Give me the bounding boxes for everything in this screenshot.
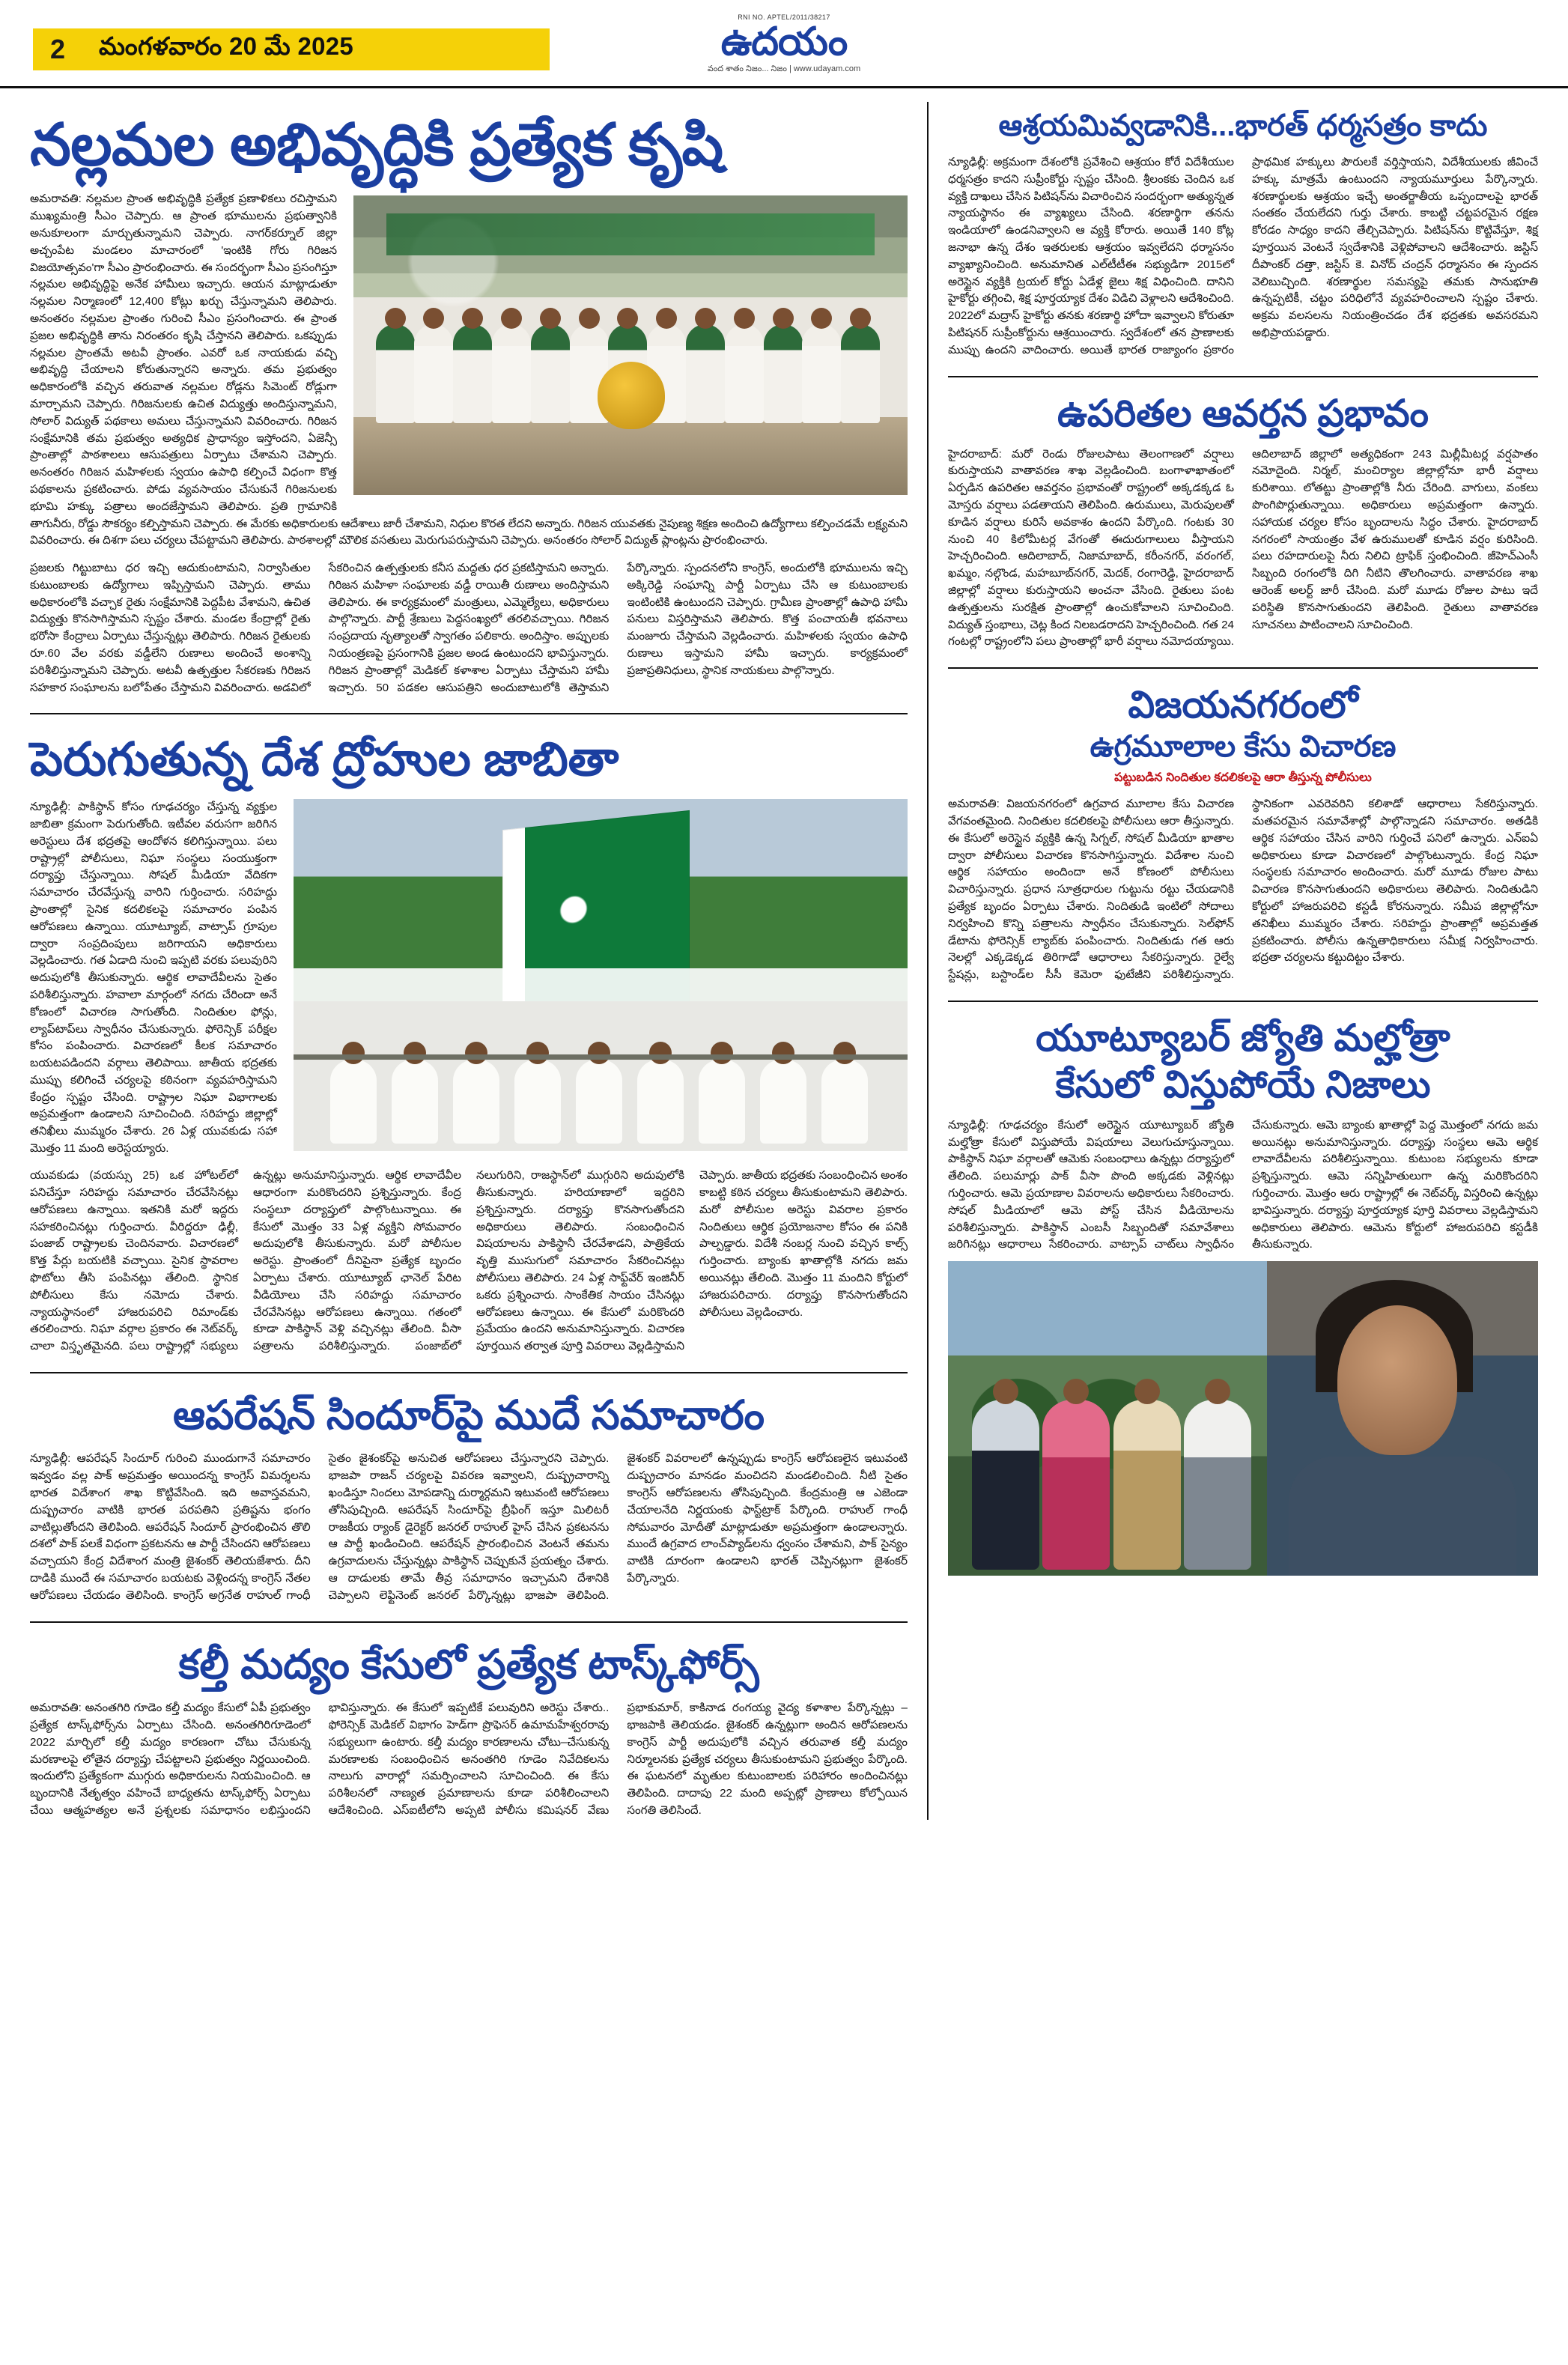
- divider-r1: [948, 376, 1538, 377]
- right-a4-body: న్యూఢిల్లీ: గూఢచర్యం కేసులో అరెస్టైన యూట్యూబర్ జ్యోతి మల్హోత్రా కేసులో విస్తుపోయే విషయాలు వెలుగుచూస్తున్నాయి. పాకిస్థాన్ నిఘా వర్గాలతో ఆమెకు సంబంధాలు ఉన్నట్లు దర్యాప్తులో తేలింది. పలుమార్లు పాక్ వీసా పొంది అక్కడకు వెళ్లినట్లు గుర్తించారు. ఆమె ప్రయాణాల వివరాలను అధికారులు సేకరించారు. సోషల్ మీడియాలో ఆమె పోస్ట్ చేసిన వీడియోలను పరిశీలిస్తున్నారు. పాకిస్థాన్ ఎంబసీ సిబ్బందితో సమావేశాలు జరిగినట్లు ఆధారాలు సేకరించారు. వాట్సాప్ చాట్‌లు స్వాధీనం చేసుకున్నారు. ఆమె బ్యాంకు ఖాతాల్లో పెద్ద మొత్తంలో నగదు జమ అయినట్లు అనుమానిస్తున్నారు. దర్యాప్తు సంస్థలు ఆమె ఆర్థిక లావాదేవీలను పరిశీలిస్తున్నాయి. కుటుంబ సభ్యులను కూడా ప్రశ్నిస్తున్నారు. ఆమె సన్నిహితులుగా ఉన్న మరికొందరిని గుర్తించారు. మొత్తం ఆరు రాష్ట్రాల్లో ఈ నెట్‌వర్క్ విస్తరించి ఉన్నట్లు భావిస్తున్నారు. దర్యాప్తు పూర్తయ్యాక పూర్తి వివరాలు వెల్లడిస్తామని అధికారులు తెలిపారు. ఆమెను కోర్టులో హాజరుపరిచి కస్టడీకి తీసుకున్నారు.: [948, 1118, 1538, 1251]
- second-body-3: మరో పోలీసుల అరెస్టు. ప్రాంతంలో దీనిపైనా ప్రత్యేక బృందం ఏర్పాటు చేశారు. యూట్యూబ్ ఛానెల్ పేరిట వీడియోలు చేసి సరిహద్దు సమాచారం చేరవేసినట్లు ఆరోపణలు ఉన్నాయి. గతంలో కూడా పాకిస్థాన్ వెళ్లి వచ్చినట్లు తేలింది. వీసా పత్రాలను పరిశీలిస్తున్నారు. పంజాబ్‌లో నలుగురిని, రాజస్థాన్‌లో ముగ్గురిని అదుపులోకి తీసుకున్నారు. హరియాణాలో ఇద్దరిని ప్రశ్నిస్తున్నారు. దర్యాప్తు కొనసాగుతోందని అధికారులు తెలిపారు.: [253, 1169, 684, 1353]
- divider-3: [30, 1621, 908, 1623]
- date-bar: [33, 28, 550, 70]
- divider-r2: [948, 667, 1538, 669]
- lead-body-3: అందిస్తాం. అప్పులకు నియంత్రణపై ప్రసంగానికి ప్రజల అండ ఉంటుందని భావిస్తున్నారు. గిరిజన ప్రాంతాల్లో మెడికల్ కళాశాల ఏర్పాటు చేస్తామని హామీ ఇచ్చారు. 50 పడకల ఆసుపత్రిని అందుబాటులోకి తెస్తామని పేర్కొన్నారు. స్పందనలోని కాంగ్రెస్, అందులోకి భూములను ఇచ్చి అక్కిరెడ్డి సంఘాన్ని పార్టీ ఏర్పాటు చేసి ఆ కుటుంబాలకు ఇంటింటికి ఉంటుందని చెప్పారు. గ్రామీణ ప్రాంతాల్లో ఉపాధి హామీ పనులు విస్తరిస్తామని తెలిపారు. కొత్త పంచాయతీ భవనాలు మంజూరు చేస్తామని వెల్లడించారు. మహిళలకు స్వయం ఉపాధి రుణాలు ఇస్తామని హామీ ఇచ్చారు. కార్యక్రమంలో ప్రజాప్రతినిధులు, స్థానిక నాయకులు పాల్గొన్నారు.: [328, 562, 908, 694]
- photo-pot: [598, 362, 665, 429]
- right-column: [929, 102, 1538, 1820]
- third-body-3: అగ్రనేత రాహుల్ గాంధీ సైతం జైశంకర్‌పై అనుచిత ఆరోపణలు చేస్తున్నారని చెప్పారు. భాజపా రాజన్ చర్యలపై వివరణ ఇవ్వాలని, దుష్ప్రచారాన్ని ఖండిస్తూ నిందలు మోపడాన్ని దుర్మార్గమని ఇటువంటి ఆరోపణలు తోసిపుచ్చింది. ఆపరేషన్ సిందూర్‌పై బ్రీఫింగ్ ఇస్తూ మిలిటరీ రాజకీయ ర్యాంక్ డైరెక్టర్ జనరల్ రాహుల్ హైస్ చేసిన ప్రకటనను ఆ పార్టీ ఖండించింది. ఆపరేషన్ ప్రారంభించిన వెంటనే తమను ఉగ్రవాదులను చేస్తున్నట్లు పాకిస్థాన్ చెప్పుకునే ప్రయత్నం చేశారు. ఆ దాడులకు తామే తీవ్ర సమాధానం ఇచ్చామని దేశానికి చెప్పాలని లెఫ్టినెంట్ జనరల్: [208, 1452, 610, 1602]
- lead-body-continued: [30, 560, 908, 696]
- right-a1-body: న్యూఢిల్లీ: అక్రమంగా దేశంలోకి ప్రవేశించి ఆశ్రయం కోరే విదేశీయుల ధర్మసత్రం కాదని సుప్రీంకోర్టు స్పష్టం చేసింది. శ్రీలంకకు చెందిన ఒక వ్యక్తి దాఖలు చేసిన పిటిషన్‌ను విచారించిన సందర్భంగా అత్యున్నత న్యాయస్థానం ఈ వ్యాఖ్యలు చేసింది. శరణార్థిగా తనను ఇండియాలో ఉండనివ్వాలని ఆ వ్యక్తి కోరారు. అయితే 140 కోట్ల జనాభా ఉన్న దేశం ఇతరులకు ఆశ్రయం ఇవ్వలేదని ధర్మాసనం వ్యాఖ్యానించింది. అనుమానిత ఎల్‌టీటీఈ సభ్యుడిగా 2015లో అరెస్టైన వ్యక్తికి ట్రయల్ కోర్టు ఏడేళ్ల జైలు శిక్ష విధించింది. దానిని హైకోర్టు తగ్గించి, శిక్ష పూర్తయ్యాక దేశం విడిచి వెళ్లాలని ఆదేశించింది. 2022లో మద్రాస్ హైకోర్టు తనకు శరణార్థి హోదా ఇవ్వాలని కోరుతూ పిటిషనర్ సుప్రీంకోర్టును ఆశ్రయించారు. స్వదేశంలో తన ప్రాణాలకు ముప్పు ఉందని వాదించారు. అయితే భారత రాజ్యాంగం ప్రకారం ప్రాథమిక హక్కులు పౌరులకే వర్తిస్తాయని, విదేశీయులకు జీవించే హక్కు మాత్రమే ఉంటుందని న్యాయమూర్తులు పేర్కొన్నారు. శరణార్థులకు ఆశ్రయం ఇచ్చే అంతర్జాతీయ ఒప్పందాలపై భారత్ సంతకం చేయలేదని గుర్తు చేశారు. కాబట్టి చట్టపరమైన రక్షణ కోరడం సాధ్యం కాదని తేల్చిచెప్పారు. పిటిషన్‌ను కొట్టివేస్తూ, శిక్ష పూర్తయిన వెంటనే స్వదేశానికి వెళ్లిపోవాలని ఆదేశించారు. జస్టిస్ దీపాంకర్ దత్తా, జస్టిస్ కె. వినోద్ చంద్రన్ ధర్మాసనం ఈ స్పందన వెలిబుచ్చింది. శరణార్థుల సమస్యపై తమకు సానుభూతి ఉన్నప్పటికీ, చట్టం పరిధిలోనే వ్యవహరించాలని స్పష్టం చేశారు. అక్రమ వలసలను నియంత్రించడం దేశ భద్రతకు అవసరమని అభిప్రాయపడ్డారు.: [948, 156, 1538, 356]
- second-body-2: యువకుడు (వయస్సు 25) ఒక హోటల్‌లో పనిచేస్తూ సరిహద్దు సమాచారం చేరవేసినట్లు ఆరోపణలు ఉన్నాయి. ఇతనికి మరో ఇద్దరు సహకరించినట్లు గుర్తించారు. వీరిద్దరూ ఢిల్లీ, పంజాబ్ రాష్ట్రాలకు చెందినవారు. విచారణలో కొత్త పేర్లు బయటికి వచ్చాయి. సైనిక స్థావరాల ఫొటోలు తీసి పంపినట్లు తేలింది. స్థానిక పోలీసులు కేసు నమోదు చేశారు. న్యాయస్థానంలో హాజరుపరిచి రిమాండ్‌కు తరలించారు. నిఘా వర్గాల ప్రకారం ఈ నెట్‌వర్క్ చాలా విస్తృతమైనది. పలు రాష్ట్రాల్లో సభ్యులు ఉన్నట్లు అనుమానిస్తున్నారు. ఆర్థిక లావాదేవీల ఆధారంగా మరికొందరిని ప్రశ్నిస్తున్నారు. కేంద్ర సంస్థలూ దర్యాప్తులో పాల్గొంటున్నాయి. ఈ కేసులో మొత్తం 33 ఏళ్ల వ్యక్తిని సోమవారం అదుపులోకి తీసుకున్నారు.: [30, 1169, 461, 1353]
- right-a1-headline: ఆశ్రయమివ్వడానికి...భారత్ ధర్మసత్రం కాదు: [998, 109, 1488, 142]
- lead-body-intro: అమరావతి: నల్లమల ప్రాంత అభివృద్ధికి ప్రత్యేక ప్రణాళికలు రచిస్తామని ముఖ్యమంత్రి సీఎం చెప్పారు. ఆ ప్రాంత భూములను ప్రభుత్వానికి అనుకూలంగా మార్చుతున్నామని చెప్పారు. నాగర్‌కర్నూల్ జిల్లా అచ్చంపేట మండలం మాచారంలో 'ఇంటికి గోరు గిరిజన విజయోత్సవం'గా సీఎం ప్రారంభించారు. ఈ సందర్భంగా సీఎం ప్రసంగిస్తూ నల్లమల అభివృద్ధిపై అనేక హామీలు ఇచ్చారు. ఆయన మాట్లాడుతూ నల్లమల నిర్మాణంలో 12,400 కోట్లు ఖర్చు చేస్తున్నామని తెలిపారు. అనంతరం నల్లమల ప్రాంతం గురించి సీఎం ప్రసంగించారు. ఈ ప్రాంత ప్రజల అభివృద్ధికి తాను నిరంతరం కృషి చేస్తానని తెలిపారు. ఒకప్పుడు నల్లమల ప్రాంతమే అటవీ ప్రాంతం. ఎవరో ఒక నాయకుడు వచ్చి అభివృద్ధి చేయాలని కోరుతున్నారని అన్నారు. తమ ప్రభుత్వం అధికారంలోకి వచ్చిన తరువాత నల్లమల రోడ్లను సిమెంట్ రోడ్లుగా మార్చామని చెప్పారు. గిరిజనులకు ఉచిత విద్యుత్తు అందిస్తున్నామని, సోలార్ విద్యుత్ పథకాలు అమలు చేస్తున్నామని వివరించారు. గిరిజన సంక్షేమానికి తమ ప్రభుత్వం అత్యధిక ప్రాధాన్యం ఇస్తోందని, ఏజెన్సీ ప్రాంతాల్లో పాఠశాలలు ఆసుపత్రులు ఏర్పాటు చేశామని చెప్పారు. అనంతరం గిరిజన మహిళలకు స్వయం ఉపాధి కల్పించే విధంగా కొత్త పథకాలను ప్రకటించారు. పోడు వ్యవసాయం చేసుకునే గిరిజనులకు భూమి హక్కు పత్రాలు అందజేస్తామని తెలిపారు. ప్రతి గ్రామానికి తాగునీరు, రోడ్డు సౌకర్యం కల్పిస్తామని చెప్పారు. ఈ మేరకు అధికారులకు ఆదేశాలు జారీ చేశామని, నిధుల కొరత లేదని అన్నారు. గిరిజన యువతకు నైపుణ్య శిక్షణ అందించి ఉద్యోగాలు కల్పించడమే లక్ష్యమని వివరించారు. ఈ దిశగా పలు చర్యలు చేపట్టామని తెలిపారు. పాఠశాలల్లో మౌలిక వసతులు మెరుగుపరుస్తామని చెప్పారు. అనంతరం సోలార్ విద్యుత్ ప్లాంట్లను ప్రారంభించారు.: [30, 192, 908, 547]
- fourth-body-2: ఫోరెన్సిక్ మెడికల్ విభాగం హెడ్‌గా ప్రొఫెసర్ ఉమామహేశ్వరరావు సభ్యులుగా ఉంటారు. కల్తీ మద్యం కారణాలను చోటు–చేసుకున్న మరణాలకు సంబంధించిన అనంతగిరి గూడెం నివేదికలను నాలుగు వారాల్లో సమర్పించాలని సూచించింది. ఈ కేసు పరిశీలనలో నాణ్యత ప్రమాణాలను కూడా పరిశీలించాలని ఆదేశించింది. ఎస్‌ఐటీలోని అప్పటి పోలీసు కమిషనర్ వేణు ప్రభాకుమార్, కాకినాడ రంగయ్య వైద్య కళాశాల: [328, 1701, 842, 1817]
- logo-tagline: వంద శాతం నిజం... నిజం | www.udayam.com: [707, 64, 861, 73]
- third-body-1: న్యూఢిల్లీ: ఆపరేషన్ సిందూర్ గురించి ముందుగానే సమాచారం ఇవ్వడం వల్ల పాక్ అప్రమత్తం అయిందన్న కాంగ్రెస్ విమర్శలను భారత విదేశాంగ శాఖ కొట్టివేసింది. ఇది అవాస్తవమని, దుష్ప్రచారం వాటికి భారత పరపతిని ప్రతిష్టను భంగం వాటిల్లుతోందని తెలిపింది.: [30, 1452, 311, 1534]
- right-a3-headline-2: ఉగ్రమూలాల కేసు విచారణ: [1090, 730, 1397, 764]
- page-content: [0, 88, 1568, 1820]
- right-a3-body: అమరావతి: విజయనగరంలో ఉగ్రవాద మూలాల కేసు విచారణ వేగవంతమైంది. నిందితుల కదలికలపై పోలీసులు ఆరా తీస్తున్నారు. ఈ కేసులో అరెస్టైన వ్యక్తికి ఉన్న సిగ్నల్, సోషల్ మీడియా ఖాతాల ద్వారా పోలీసులు విచారణ కొనసాగిస్తున్నారు. విదేశాల నుంచి ఆర్థిక సహాయం అందిందా అనే కోణంలో పోలీసులు విచారిస్తున్నారు. ప్రధాన సూత్రధారుల గుట్టును రట్టు చేయడానికి ప్రత్యేక బృందం ఏర్పాటు చేశారు. నిందితుడి ఇంటిలో సోదాలు నిర్వహించి కొన్ని పత్రాలను స్వాధీనం చేసుకున్నారు. సెల్‌ఫోన్ డేటాను ఫోరెన్సిక్ ల్యాబ్‌కు పంపించారు. నిందితుడు గత ఆరు నెలల్లో ఎక్కడెక్కడ తిరిగాడో ఆధారాలు సేకరిస్తున్నారు. రైల్వే స్టేషన్లు, బస్టాండ్‌ల సీసీ కెమెరా ఫుటేజీని పరిశీలిస్తున్నారు. స్థానికంగా ఎవరెవరిని కలిశాడో ఆధారాలు సేకరిస్తున్నారు. మతపరమైన సమావేశాల్లో పాల్గొన్నాడని సమాచారం. అతడికి ఆర్థిక సహాయం చేసిన వారిని గుర్తించే పనిలో ఉన్నారు. ఎన్‌ఐఏ అధికారులు కూడా విచారణలో పాల్గొంటున్నారు. కేంద్ర నిఘా సంస్థలకు సమాచారం అందించారు. మరో మూడు రోజుల పాటు విచారణ కొనసాగుతుందని అధికారులు తెలిపారు. నిందితుడిని కోర్టులో హాజరుపరిచి కస్టడీ కోరనున్నారు. సమీప జిల్లాల్లోనూ తనిఖీలు ముమ్మరం చేశారు. సరిహద్దు ప్రాంతాల్లో అప్రమత్తత ప్రకటించారు. పోలీసు ఉన్నతాధికారులు సమీక్ష నిర్వహించారు. భద్రతా చర్యలను కట్టుదిట్టం చేశారు.: [948, 798, 1538, 982]
- divider-1: [30, 713, 908, 714]
- right-a3-kicker: పట్టుబడిన నిందితుల కదలికలపై ఆరా తీస్తున్న పోలీసులు: [1114, 771, 1372, 785]
- third-body-2: ఆపరేషన్ సిందూర్ ప్రారంభించిన తొలి దశలో పాక్ పలకే విధంగా ప్రకటనను ఆ పార్టీ చేసిందని ఆరోపణలు వచ్చాయని కేంద్ర విదేశాంగ మంత్రి జైశంకర్ తెలియజేశారు. దీని దాడికి ముందే ఈ సమాచారం బయటకు వెళ్లిందన్న కాంగ్రెస్ నేతల ఆరోపణలు చేయడం తెలిసింది. కాంగ్రెస్: [30, 1520, 311, 1602]
- left-column: [30, 102, 929, 1820]
- third-body: [30, 1451, 908, 1604]
- divider-2: [30, 1372, 908, 1373]
- fourth-headline: కల్తీ మద్యం కేసులో ప్రత్యేక టాస్క్‌ఫోర్స్: [178, 1642, 759, 1687]
- second-body-4: సంబంధించిన విషయాలను పాకిస్థానీ చేరవేశాడని, పాత్రికేయ వృత్తి ముసుగులో సమాచారం సేకరించినట్లు పోలీసులు తెలిపారు. 24 ఏళ్ల సాఫ్ట్‌వేర్ ఇంజినీర్ ఒకరు ప్రశ్నించారు. సాంకేతిక సాయం చేసినట్లు ఆరోపణలు ఉన్నాయి. ఈ కేసులో మరికొందరి ప్రమేయం ఉందని అనుమానిస్తున్నారు. విచారణ పూర్తయిన తర్వాత పూర్తి వివరాలు వెల్లడిస్తామని చెప్పారు. జాతీయ భద్రతకు సంబంధించిన అంశం కాబట్టి కఠిన చర్యలు తీసుకుంటామని తెలిపారు.: [476, 1169, 908, 1353]
- lead-body-2: ప్రజలకు గిట్టుబాటు ధర ఇచ్చి ఆదుకుంటామని, నిర్వాసితుల కుటుంబాలకు ఉద్యోగాలు ఇప్పిస్తామని చెప్పారు. తాము అధికారంలోకి వచ్చాక రైతు సంక్షేమానికి పెద్దపీట వేశామని, ఉచిత విద్యుత్తు కొనసాగిస్తామని స్పష్టం చేశారు. మండల కేంద్రాల్లో రైతు భరోసా కేంద్రాలు ఏర్పాటు చేస్తున్నట్లు తెలిపారు. గిరిజన రైతులకు రూ.60 వేల వరకు వడ్డీలేని రుణాలు అందించే అంశాన్ని పరిశీలిస్తున్నామని చెప్పారు. అటవీ ఉత్పత్తుల సేకరణకు గిరిజన సహకార సంఘాలను బలోపేతం చేస్తామని వివరించారు. అడవిలో సేకరించిన ఉత్పత్తులకు కనీస మద్దతు ధర ప్రకటిస్తామని అన్నారు. గిరిజన మహిళా సంఘాలకు వడ్డీ రాయితీ రుణాలు అందిస్తామని తెలిపారు. ఈ కార్యక్రమంలో మంత్రులు, ఎమ్మెల్యేలు, అధికారులు పాల్గొన్నారు. పార్టీ శ్రేణులు పెద్దసంఖ్యలో తరలివచ్చాయి. గిరిజన సంప్రదాయ నృత్యాలతో స్వాగతం పలికారు.: [30, 562, 610, 694]
- right-a4-photo: [948, 1261, 1538, 1576]
- third-headline: ఆపరేషన్ సిందూర్‌పై ముదే సమాచారం: [172, 1392, 765, 1438]
- right-a3-headline: విజయనగరంలో: [1128, 684, 1358, 726]
- photo-railing: [294, 1054, 908, 1060]
- second-body-col1: న్యూఢిల్లీ: పాకిస్థాన్ కోసం గూఢచర్యం చేస్తున్న వ్యక్తుల జాబితా క్రమంగా పెరుగుతోంది. ఇటీవల వరుసగా జరిగిన అరెస్టులు దేశ భద్రతపై ఆందోళన కలిగిస్తున్నాయి. పలు రాష్ట్రాల్లో పోలీసులు, నిఘా సంస్థలు సంయుక్తంగా దర్యాప్తు చేస్తున్నాయి. సోషల్ మీడియా వేదికగా సమాచారం చేరవేస్తున్న వారిని గుర్తించారు. సరిహద్దు ప్రాంతాల్లో సైనిక కదలికలపై సమాచారం పంపిన ఆరోపణలు ఉన్నాయి. యూట్యూబ్, వాట్సాప్ గ్రూపుల ద్వారా సంప్రదింపులు జరిగాయని అధికారులు వెల్లడించారు. గత ఏడాది నుంచి ఇప్పటి వరకు పలువురిని అదుపులోకి తీసుకున్నారు. ఆర్థిక లావాదేవీలను సైతం పరిశీలిస్తున్నారు. హవాలా మార్గంలో నగదు చేరిందా అనే కోణంలో విచారణ సాగుతోంది. నిందితుల ఫోన్లు, ల్యాప్‌టాప్‌లు స్వాధీనం చేసుకున్నారు. ఫోరెన్సిక్ పరీక్షల కోసం పంపించారు. విచారణలో కీలక సమాచారం బయటపడిందని వర్గాలు తెలిపాయి. జాతీయ భద్రతకు ముప్పు కలిగించే చర్యలపై కఠినంగా వ్యవహరిస్తామని కేంద్రం స్పష్టం చేసింది. రాష్ట్రాల నిఘా విభాగాలకు అప్రమత్తంగా ఉండాలని సూచించింది. సరిహద్దు జిల్లాల్లో తనిఖీలు ముమ్మరం చేశారు. 26 ఏళ్ల యువకుడు సహా మొత్తం 11 మంది అరెస్టయ్యారు.: [30, 801, 277, 1156]
- second-headline: పెరుగుతున్న దేశ ద్రోహుల జాబితా: [30, 734, 619, 786]
- second-top-block: [30, 799, 908, 1159]
- right-a2-body: హైదరాబాద్: మరో రెండు రోజులపాటు తెలంగాణలో వర్షాలు కురుస్తాయని వాతావరణ శాఖ వెల్లడించింది. బంగాళాఖాతంలో ఏర్పడిన ఉపరితల ఆవర్తనం ప్రభావంతో రాష్ట్రంలో అక్కడక్కడ ఓ మోస్తరు వర్షాలు పడతాయని తెలిపింది. ఉరుములు, మెరుపులతో కూడిన వర్షాలు కురిసే అవకాశం ఉందని పేర్కొంది. గంటకు 30 నుంచి 40 కిలోమీటర్ల వేగంతో ఈదురుగాలులు వీస్తాయని హెచ్చరించింది. ఆదిలాబాద్, నిజామాబాద్, కరీంనగర్, వరంగల్, ఖమ్మం, నల్గొండ, మహబూబ్‌నగర్, మెదక్, రంగారెడ్డి, హైదరాబాద్ జిల్లాల్లో వర్షాలు కురుస్తాయని అంచనా వేసింది. రైతులు పంట ఉత్పత్తులను సురక్షిత ప్రాంతాల్లో ఉంచుకోవాలని సూచించింది. విద్యుత్ స్తంభాలు, చెట్ల కింద నిలబడరాదని హెచ్చరించింది. గత 24 గంటల్లో రాష్ట్రంలోని పలు ప్రాంతాల్లో భారీ వర్షాలు నమోదయ్యాయి. ఆదిలాబాద్ జిల్లాలో అత్యధికంగా 243 మిల్లీమీటర్ల వర్షపాతం నమోదైంది. నిర్మల్, మంచిర్యాల జిల్లాల్లోనూ భారీ వర్షాలు కురిశాయి. లోతట్టు ప్రాంతాల్లోకి నీరు చేరింది. వాగులు, వంకలు పొంగిపొర్లుతున్నాయి. అధికారులు అప్రమత్తంగా ఉన్నారు. సహాయక చర్యల కోసం బృందాలను సిద్ధం చేశారు. హైదరాబాద్ నగరంలో సాయంత్రం వేళ ఉరుములతో కూడిన వర్షం కురిసింది. పలు రహదారులపై నీరు నిలిచి ట్రాఫిక్ స్తంభించింది. జీహెచ్ఎంసీ సిబ్బంది రంగంలోకి దిగి నీటిని తొలగించారు. వాతావరణ శాఖ ఆరెంజ్ అలర్ట్ జారీ చేసింది. మరో మూడు రోజుల పాటు ఇదే పరిస్థితి కొనసాగుతుందని తెలిపింది. రైతులు వాతావరణ సూచనలు పాటించాలని సూచించింది.: [948, 447, 1538, 649]
- portrait-photo: [1267, 1261, 1538, 1576]
- logo-top-line: RNI NO. APTEL/2011/38217: [738, 13, 830, 21]
- logo-title: ఉదయం: [720, 20, 848, 64]
- photo-banner: [386, 213, 874, 255]
- issue-date: మంగళవారం 20 మే 2025: [99, 32, 354, 60]
- second-body-5: మరో పోలీసుల అరెస్టు వివరాల ప్రకారం నిందితులు ఆర్థిక ప్రయోజనాల కోసం ఈ పనికి పాల్పడ్డారు. విదేశీ నంబర్ల నుంచి వచ్చిన కాల్స్ గుర్తించారు. బ్యాంకు ఖాతాల్లోకి నగదు జమ అయినట్లు తేలింది. మొత్తం 11 మందిని కోర్టులో హాజరుపరిచారు. దర్యాప్తు కొనసాగుతోందని పోలీసులు వెల్లడించారు.: [699, 1203, 908, 1319]
- page-number: 2: [33, 28, 82, 70]
- third-body-4: పేర్కొన్నట్లు భాజపా తెలిపింది. జైశంకర్ వివరాలలో ఉన్నప్పుడు కాంగ్రెస్ ఆరోపణలైన ఇటువంటి దుష్ప్రచారం మానడం మంచిదని మండలించింది. నీటి సైతం కాంగ్రెస్ ఆరోపణలను తోసిపుచ్చింది. కేంద్రమంత్రి ఆ ఎజెండా చేయాలనేది నిర్ణయంకు ఫాస్ట్‌ట్రాక్ పేర్కొంది. రాహుల్ గాంధీ సోమవారం మోదీతో మాట్లాడుతూ అప్రమత్తంగా ఉండాలన్నారు. ముందే ఉగ్రవాద లాంచ్‌ప్యాడ్‌లను ధ్వంసం చేశామని, పాక్ సైన్యం వాటికి దూరంగా ఉండాలని భారత్ చెప్పినట్లుగా జైశంకర్ పేర్కొన్నారు.: [468, 1452, 908, 1602]
- masthead-logo: [708, 13, 860, 76]
- right-a4-headline: యూట్యూబర్ జ్యోతి మల్హోత్రా: [1036, 1016, 1450, 1059]
- divider-r3: [948, 1001, 1538, 1002]
- second-photo: [294, 799, 908, 1151]
- fourth-body-3: పేర్కొన్నట్లు – భాజపాకి తెలియడం. జైశంకర్ ఉన్నట్లుగా అందిన ఆరోపణలను కాంగ్రెస్ పార్టీ అదుపులోకి వచ్చిన తరువాత కల్తీ మద్యం నిర్మూలనకు ప్రత్యేక చర్యలు తీసుకుంటామని ప్రభుత్వం పేర్కొంది. ఈ ఘటనలో మృతుల కుటుంబాలకు పరిహారం అందించినట్లు తెలిపింది. దాదాపు 22 మంది అప్పట్లో ప్రాణాలు కోల్పోయిన సంగతి తెలిసిందే.: [627, 1701, 908, 1817]
- fourth-body-1: అమరావతి: అనంతగిరి గూడెం కల్తీ మద్యం కేసులో ఏపీ ప్రభుత్వం ప్రత్యేక టాస్క్‌ఫోర్స్‌ను ఏర్పాటు చేసింది. అనంతగిరిగూడెంలో 2022 మార్చిలో కల్తీ మద్యం కారణంగా చోటు చేసుకున్న మరణాలపై లోతైన దర్యాప్తు చేపట్టాలని ప్రభుత్వం నిర్ణయించింది. ఇందులోని ప్రత్యేకంగా ముగ్గురు అధికారులను నియమించింది. ఆ బృందానికి నేతృత్వం వహించే బాధ్యతను టాస్క్‌ఫోర్స్ ఏర్పాటు చేయి ఆత్మహత్యల అనే ప్రశ్నలకు సమాధానం లభిస్తుందని భావిస్తున్నారు. ఈ కేసులో ఇప్పటికే పలువురిని అరెస్టు చేశారు..: [30, 1701, 610, 1817]
- fourth-body: [30, 1700, 908, 1820]
- lead-photo: [353, 195, 908, 495]
- second-body-continued: [30, 1168, 908, 1355]
- right-a2-headline: ఉపరితల ఆవర్తన ప్రభావం: [1057, 392, 1429, 434]
- right-a4-headline-2: కేసులో విస్తుపోయే నిజాలు: [1055, 1063, 1431, 1105]
- masthead: [0, 0, 1568, 88]
- lead-headline: నల్లమల అభివృద్ధికి ప్రత్యేక కృషి: [30, 112, 723, 177]
